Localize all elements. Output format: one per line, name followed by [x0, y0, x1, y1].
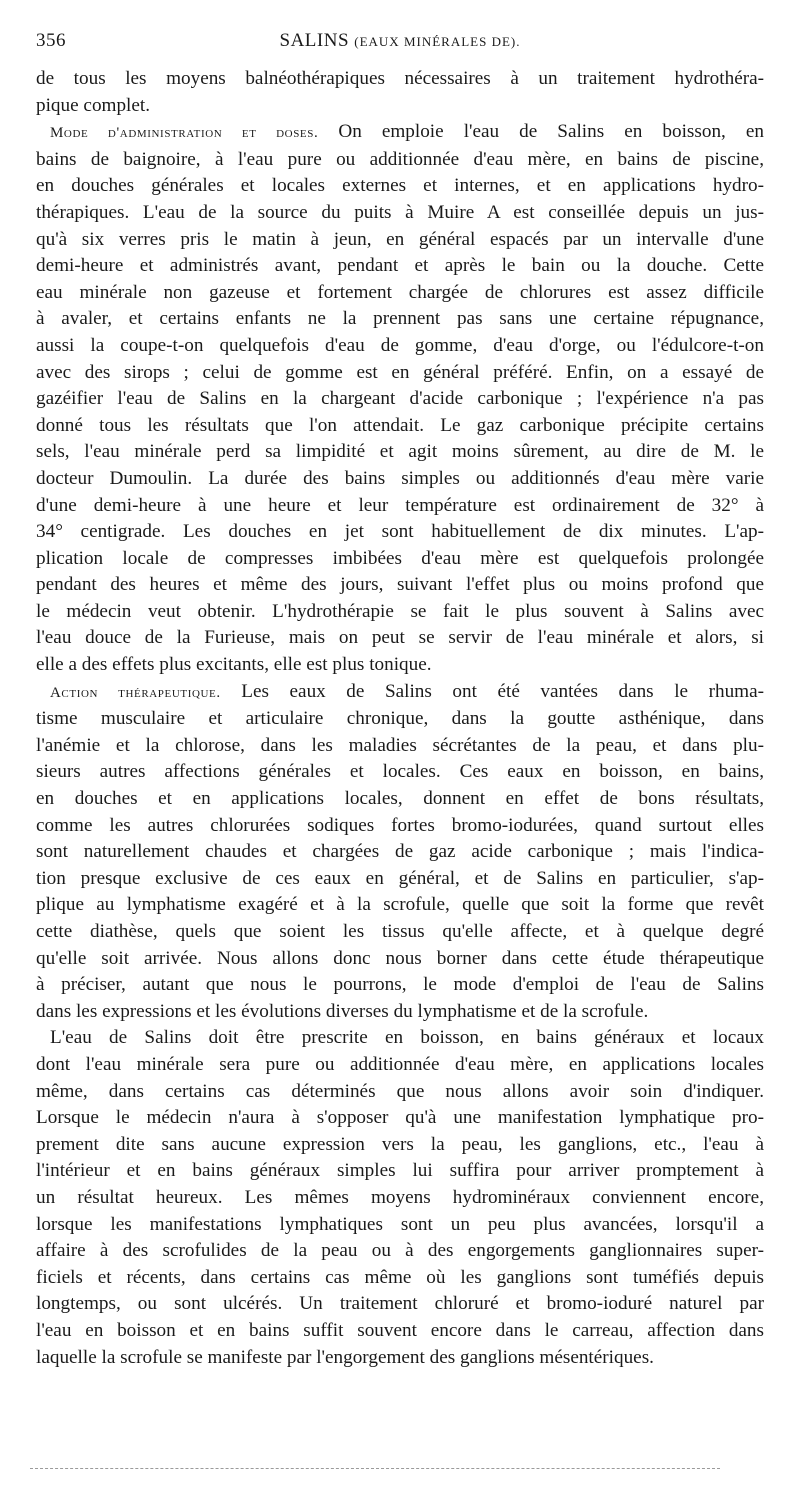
- line-text: tion presque exclusive de ces eaux en général, et de Salins en particulier, s'ap-: [36, 867, 764, 889]
- text-line: [36, 493, 764, 520]
- text-line: [36, 1291, 764, 1318]
- line-text: gazéifier l'eau de Salins en la chargeant d'acide carbonique ; l'expérience n'a pas: [36, 388, 764, 410]
- line-text: sieurs autres affections générales et locales. Ces eaux en boisson, en bains,: [36, 761, 764, 783]
- line-text: comme les autres chlorurées sodiques fortes bromo-iodurées, quand surtout elles: [36, 814, 764, 836]
- book-page: [36, 30, 764, 1371]
- line-text: Lorsque le médecin n'aura à s'opposer qu'à une manifestation lymphatique pro-: [36, 1107, 764, 1129]
- line-text: le médecin veut obtenir. L'hydrothérapie se fait le plus souvent à Salins avec: [36, 600, 764, 622]
- line-text: d'une demi-heure à une heure et leur température est ordinairement de 32° à: [36, 494, 764, 516]
- text-line: [36, 1158, 764, 1185]
- line-text: bains de baignoire, à l'eau pure ou additionnée d'eau mère, en bains de piscine,: [36, 148, 764, 170]
- text-line: [36, 866, 764, 893]
- text-line: [36, 1212, 764, 1239]
- text-line: [36, 786, 764, 813]
- line-text: lorsque les manifestations lymphatiques sont un peu plus avancées, lorsqu'il a: [36, 1213, 764, 1235]
- text-line: [36, 253, 764, 280]
- section-heading: Action thérapeutique.: [50, 684, 221, 701]
- line-text: sels, l'eau minérale perd sa limpidité et agit moins sûrement, au dire de M. le: [36, 441, 764, 463]
- line-text: à avaler, et certains enfants ne la prennent pas sans une certaine répugnance,: [36, 308, 764, 330]
- line-text: elle a des effets plus excitants, elle est plus tonique.: [36, 654, 432, 676]
- line-text: en douches générales et locales externes et internes, et en applications hydro-: [36, 175, 764, 197]
- text-line: [36, 813, 764, 840]
- text-line: [36, 306, 764, 333]
- line-text: même, dans certains cas déterminés que nous allons avoir soin d'indiquer.: [36, 1080, 764, 1102]
- text-line: [36, 466, 764, 493]
- line-text: L'eau de Salins doit être prescrite en boisson, en bains généraux et locaux: [50, 1027, 764, 1049]
- text-line: [36, 1318, 764, 1345]
- text-line: [36, 839, 764, 866]
- line-text: Les eaux de Salins ont été vantées dans le rhuma-: [220, 680, 764, 702]
- text-line: [36, 759, 764, 786]
- text-line: [36, 360, 764, 387]
- text-line: [36, 333, 764, 360]
- text-line: [36, 625, 764, 652]
- text-line: [36, 119, 764, 147]
- text-line: [36, 173, 764, 200]
- text-line: [36, 706, 764, 733]
- running-title-sub: (EAUX MINÉRALES DE).: [354, 34, 521, 49]
- line-text: aussi la coupe-t-on quelquefois d'eau de gomme, d'eau d'orge, ou l'édulcore-t-on: [36, 334, 764, 356]
- line-text: qu'elle soit arrivée. Nous allons donc nous borner dans cette étude thérapeutique: [36, 947, 764, 969]
- text-line: [36, 1238, 764, 1265]
- section-heading: Mode d'administration et doses.: [50, 125, 319, 142]
- body-text: [36, 66, 764, 1371]
- text-line: [36, 386, 764, 413]
- line-text: l'eau douce de la Furieuse, mais on peut se servir de l'eau minérale et alors, si: [36, 627, 764, 649]
- line-text: à préciser, autant que nous le pourrons, le mode d'emploi de l'eau de Salins: [36, 974, 764, 996]
- line-text: plique au lymphatisme exagéré et à la scrofule, quelle que soit la forme que revêt: [36, 894, 764, 916]
- text-line: [36, 227, 764, 254]
- line-text: laquelle la scrofule se manifeste par l'engorgement des ganglions mésentériques.: [36, 1346, 654, 1368]
- line-text: pique complet.: [36, 94, 151, 116]
- text-line: [36, 1079, 764, 1106]
- text-line: [36, 999, 764, 1026]
- text-line: [36, 946, 764, 973]
- text-line: [36, 546, 764, 573]
- footer-rule: [30, 1468, 720, 1469]
- text-line: [36, 1052, 764, 1079]
- line-text: donné tous les résultats que l'on attendait. Le gaz carbonique précipite certains: [36, 414, 764, 436]
- text-line: [36, 679, 764, 707]
- text-line: [36, 572, 764, 599]
- line-text: un résultat heureux. Les mêmes moyens hydrominéraux conviennent encore,: [36, 1186, 764, 1208]
- text-line: [36, 599, 764, 626]
- text-line: [36, 1185, 764, 1212]
- line-text: qu'à six verres pris le matin à jeun, en général espacés par un intervalle d'une: [36, 228, 764, 250]
- line-text: l'eau en boisson et en bains suffit souvent encore dans le carreau, affection dans: [36, 1319, 764, 1341]
- text-line: [36, 1132, 764, 1159]
- line-text: On emploie l'eau de Salins en boisson, en: [318, 121, 764, 143]
- text-line: [36, 1105, 764, 1132]
- running-head: [36, 30, 764, 60]
- text-line: [36, 147, 764, 174]
- line-text: ficiels et récents, dans certains cas même où les ganglions sont tuméfiés depuis: [36, 1266, 764, 1288]
- line-text: sont naturellement chaudes et chargées de gaz acide carbonique ; mais l'indica-: [36, 841, 764, 863]
- page-number: 356: [36, 30, 66, 51]
- line-text: docteur Dumoulin. La durée des bains simples ou additionnés d'eau mère varie: [36, 467, 764, 489]
- text-line: [36, 439, 764, 466]
- line-text: dont l'eau minérale sera pure ou additionnée d'eau mère, en applications locales: [36, 1053, 764, 1075]
- line-text: eau minérale non gazeuse et fortement chargée de chlorures est assez difficile: [36, 281, 764, 303]
- running-title: [36, 30, 764, 52]
- line-text: avec des sirops ; celui de gomme est en général préféré. Enfin, on a essayé de: [36, 361, 764, 383]
- line-text: en douches et en applications locales, donnent en effet de bons résultats,: [36, 788, 764, 810]
- line-text: longtemps, ou sont ulcérés. Un traitement chloruré et bromo-ioduré naturel par: [36, 1293, 764, 1315]
- line-text: thérapiques. L'eau de la source du puits à Muire A est conseillée depuis un jus-: [36, 201, 764, 223]
- line-text: prement dite sans aucune expression vers la peau, les ganglions, etc., l'eau à: [36, 1133, 764, 1155]
- line-text: dans les expressions et les évolutions diverses du lymphatisme et de la scrofule.: [36, 1000, 649, 1022]
- text-line: [36, 519, 764, 546]
- line-text: l'intérieur et en bains généraux simples lui suffira pour arriver promptement à: [36, 1160, 764, 1182]
- text-line: [36, 200, 764, 227]
- line-text: pendant des heures et même des jours, suivant l'effet plus ou moins profond que: [36, 574, 764, 596]
- line-text: l'anémie et la chlorose, dans les maladies sécrétantes de la peau, et dans plu-: [36, 734, 764, 756]
- line-text: cette diathèse, quels que soient les tissus qu'elle affecte, et à quelque degré: [36, 921, 764, 942]
- text-line: [36, 66, 764, 93]
- text-line: [36, 1265, 764, 1292]
- line-text: affaire à des scrofulides de la peau ou à des engorgements ganglionnaires super-: [36, 1240, 764, 1262]
- text-line: [36, 413, 764, 440]
- running-title-main: SALINS: [279, 30, 350, 51]
- line-text: plication locale de compresses imbibées d'eau mère est quelquefois prolongée: [36, 547, 764, 569]
- text-line: [36, 919, 764, 946]
- text-line: [36, 652, 764, 679]
- text-line: [36, 972, 764, 999]
- line-text: 34° centigrade. Les douches en jet sont habituellement de dix minutes. L'ap-: [36, 521, 764, 543]
- line-text: demi-heure et administrés avant, pendant et après le bain ou la douche. Cette: [36, 255, 764, 277]
- text-line: [36, 892, 764, 919]
- line-text: tisme musculaire et articulaire chronique, dans la goutte asthénique, dans: [36, 708, 764, 730]
- text-line: [36, 733, 764, 760]
- text-line: [36, 93, 764, 120]
- text-line: [36, 280, 764, 307]
- text-line: [36, 1345, 764, 1372]
- text-line: [36, 1025, 764, 1052]
- line-text: de tous les moyens balnéothérapiques nécessaires à un traitement hydrothéra-: [36, 68, 764, 89]
